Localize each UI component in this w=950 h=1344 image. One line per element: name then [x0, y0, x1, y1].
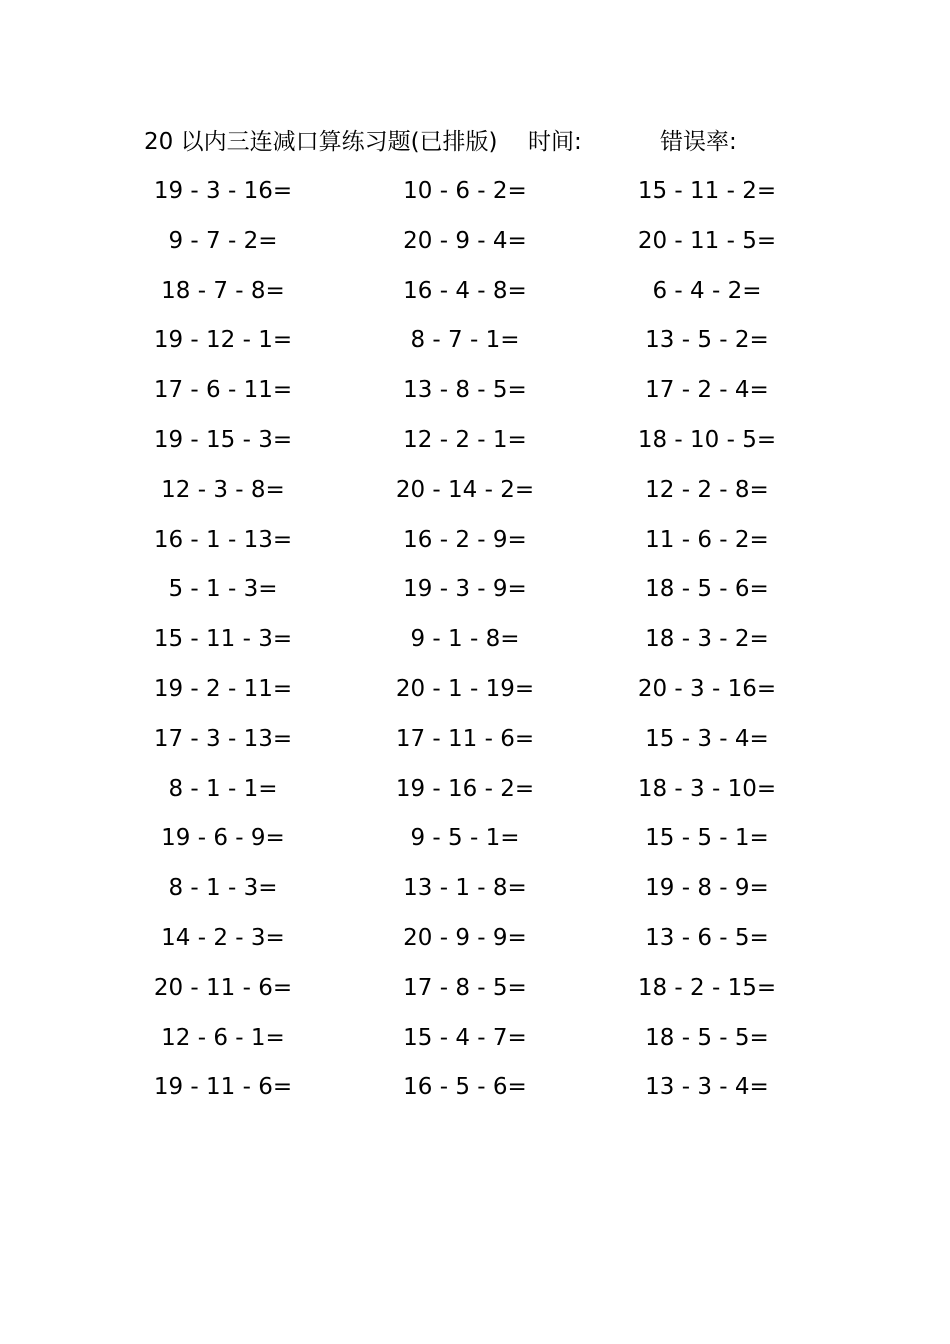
problem-item: 19 - 6 - 9=	[161, 825, 285, 852]
problem-item: 20 - 1 - 19=	[395, 675, 535, 702]
problem-row	[0, 721, 950, 771]
problem-grid	[0, 173, 950, 1119]
problem-item: 9 - 5 - 1=	[410, 825, 520, 852]
problem-item: 20 - 11 - 6=	[153, 974, 293, 1001]
problem-row	[0, 372, 950, 422]
problem-item: 12 - 2 - 1=	[403, 426, 527, 453]
problem-item: 16 - 2 - 9=	[403, 526, 527, 553]
problem-row	[0, 870, 950, 920]
problem-row	[0, 970, 950, 1020]
problem-row	[0, 671, 950, 721]
problem-row	[0, 571, 950, 621]
problem-item: 18 - 3 - 2=	[645, 626, 769, 653]
problem-item: 17 - 8 - 5=	[403, 974, 527, 1001]
problem-item: 9 - 1 - 8=	[410, 626, 520, 653]
problem-row	[0, 920, 950, 970]
problem-item: 13 - 6 - 5=	[645, 924, 769, 951]
problem-row	[0, 1020, 950, 1070]
problem-item: 20 - 14 - 2=	[395, 476, 535, 503]
problem-item: 15 - 11 - 2=	[637, 178, 777, 204]
problem-item: 15 - 11 - 3=	[153, 626, 293, 653]
problem-row	[0, 273, 950, 323]
problem-item: 20 - 9 - 9=	[403, 924, 527, 951]
problem-item: 17 - 11 - 6=	[395, 725, 535, 752]
problem-item: 15 - 3 - 4=	[645, 725, 769, 752]
problem-item: 18 - 2 - 15=	[637, 974, 777, 1001]
problem-item: 8 - 7 - 1=	[410, 327, 520, 354]
problem-item: 17 - 6 - 11=	[153, 377, 293, 404]
problem-item: 18 - 10 - 5=	[637, 426, 777, 453]
problem-item: 12 - 3 - 8=	[161, 476, 285, 503]
problem-item: 16 - 5 - 6=	[403, 1074, 527, 1101]
problem-row	[0, 771, 950, 821]
problem-row	[0, 522, 950, 572]
problem-row	[0, 422, 950, 472]
problem-item: 13 - 1 - 8=	[403, 875, 527, 902]
problem-item: 19 - 15 - 3=	[153, 426, 293, 453]
worksheet-title: 20 以内三连减口算练习题(已排版)	[144, 129, 498, 155]
time-label: 时间:	[528, 129, 582, 155]
problem-item: 20 - 3 - 16=	[637, 675, 777, 702]
problem-item: 13 - 3 - 4=	[645, 1074, 769, 1101]
problem-item: 19 - 3 - 16=	[153, 178, 293, 204]
problem-item: 6 - 4 - 2=	[652, 277, 762, 304]
problem-item: 8 - 1 - 3=	[168, 875, 278, 902]
problem-item: 14 - 2 - 3=	[161, 924, 285, 951]
problem-row	[0, 223, 950, 273]
problem-item: 16 - 4 - 8=	[403, 277, 527, 304]
problem-item: 9 - 7 - 2=	[168, 227, 278, 254]
problem-item: 19 - 12 - 1=	[153, 327, 293, 354]
problem-item: 5 - 1 - 3=	[168, 576, 278, 603]
worksheet-header	[0, 124, 950, 160]
problem-item: 11 - 6 - 2=	[645, 526, 769, 553]
problem-item: 18 - 3 - 10=	[637, 775, 777, 802]
problem-item: 12 - 6 - 1=	[161, 1024, 285, 1051]
problem-item: 19 - 2 - 11=	[153, 675, 293, 702]
problem-item: 13 - 8 - 5=	[403, 377, 527, 404]
problem-item: 15 - 4 - 7=	[403, 1024, 527, 1051]
problem-item: 18 - 7 - 8=	[161, 277, 285, 304]
problem-item: 19 - 11 - 6=	[153, 1074, 293, 1101]
problem-item: 19 - 16 - 2=	[395, 775, 535, 802]
problem-item: 15 - 5 - 1=	[645, 825, 769, 852]
problem-item: 18 - 5 - 6=	[645, 576, 769, 603]
problem-item: 19 - 8 - 9=	[645, 875, 769, 902]
problem-item: 20 - 11 - 5=	[637, 227, 777, 254]
problem-row	[0, 173, 950, 223]
problem-item: 12 - 2 - 8=	[645, 476, 769, 503]
problem-item: 13 - 5 - 2=	[645, 327, 769, 354]
problem-row	[0, 621, 950, 671]
problem-row	[0, 472, 950, 522]
problem-item: 17 - 3 - 13=	[153, 725, 293, 752]
problem-item: 20 - 9 - 4=	[403, 227, 527, 254]
problem-row	[0, 322, 950, 372]
problem-item: 18 - 5 - 5=	[645, 1024, 769, 1051]
problem-row	[0, 1069, 950, 1119]
problem-item: 19 - 3 - 9=	[403, 576, 527, 603]
problem-row	[0, 820, 950, 870]
problem-item: 10 - 6 - 2=	[403, 178, 527, 204]
problem-item: 16 - 1 - 13=	[153, 526, 293, 553]
error-rate-label: 错误率:	[660, 129, 737, 155]
problem-item: 8 - 1 - 1=	[168, 775, 278, 802]
problem-item: 17 - 2 - 4=	[645, 377, 769, 404]
